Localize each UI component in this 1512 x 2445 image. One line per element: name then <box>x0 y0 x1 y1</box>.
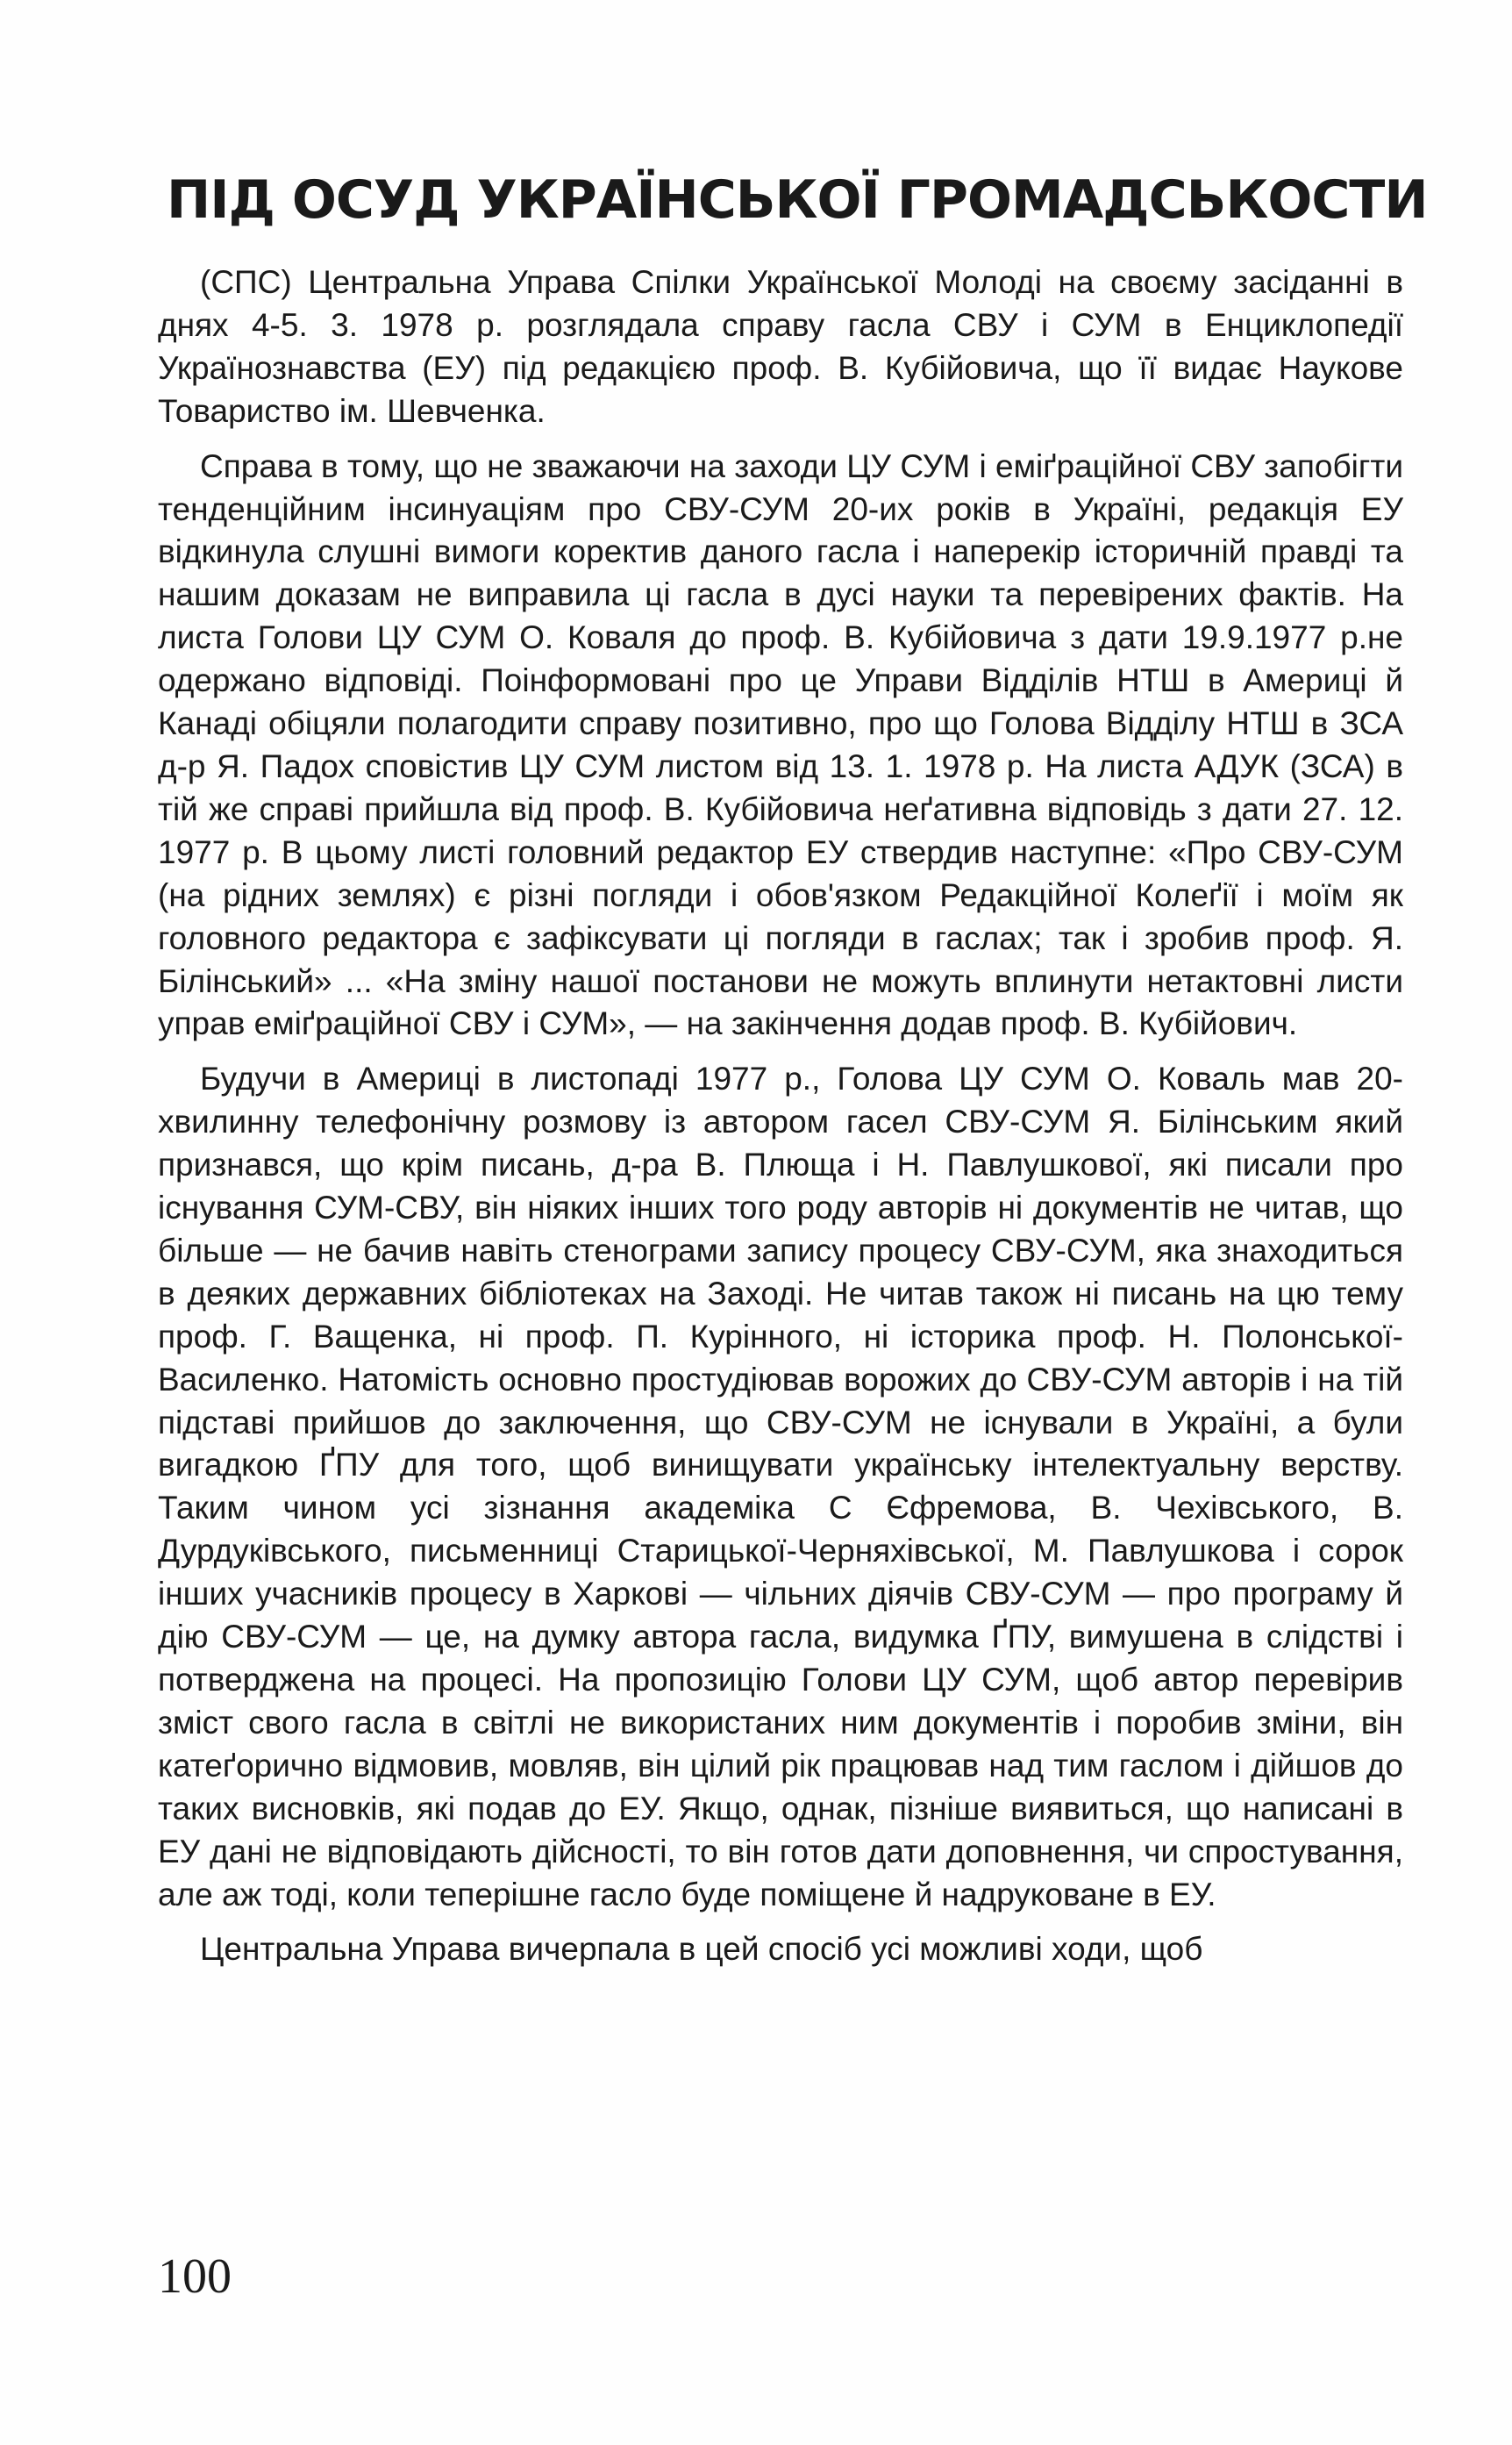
page-title: ПІД ОСУД УКРАЇНСЬКОЇ ГРОМАДСЬКОСТИ <box>167 169 1428 231</box>
page-number: 100 <box>158 2249 232 2304</box>
paragraph-conclusion: Центральна Управа вичерпала в цей спосіб усі можливі ходи, щоб <box>200 1931 1203 1968</box>
paragraph-case: Справа в тому, що не зважаючи на заходи ЦУ СУМ і еміґраційної СВУ запобігти тенденційним інсинуаціям про СВУ-СУМ 20-их років в Україні, редакція ЕУ відкинула слушні вимоги коректив даного гасла і наперекір історичній правді та нашим доказам не виправила ці гасла в дусі науки та перевірених фактів. На листа Голови ЦУ СУМ О. Коваля до проф. В. Кубійовича з дати 19.9.1977 р.не одержано відповіді. Поінформовані про це Управи Відділів НТШ в Америці й Канаді обіцяли полагодити справу позитивно, про що Голова Відділу НТШ в ЗСА д-р Я. Падох сповістив ЦУ СУМ листом від 13. 1. 1978 р. На листа АДУК (ЗСА) в тій же справі прийшла від проф. В. Кубійовича неґативна відповідь з дати 27. 12. 1977 р. В цьому листі головний редактор ЕУ ствердив наступне: «Про СВУ-СУМ (на рідних землях) є різні погляди і обов'язком Редакційної Колеґії і моїм як головного редактора є зафіксувати ці погляди в гаслах; так і зробив проф. Я. Білінський» ... «На зміну нашої постанови не можуть вплинути нетактовні листи управ еміґраційної СВУ і СУМ», — на закінчення додав проф. В. Кубійович. <box>158 447 1403 1042</box>
paragraph-conversation: Будучи в Америці в листопаді 1977 р., Голова ЦУ СУМ О. Коваль мав 20-хвилинну телефонічну розмову із автором гасел СВУ-СУМ Я. Білінським який признався, що крім писань, д-ра В. Плюща і Н. Павлушкової, які писали про існування СУМ-СВУ, він ніяких інших того роду авторів ні документів не читав, що більше — не бачив навіть стенограми запису процесу СВУ-СУМ, яка знаходиться в деяких державних бібліотеках на Заході. Не читав також ні писань на цю тему проф. Г. Ващенка, ні проф. П. Курінного, ні історика проф. Н. Полонської-Василенко. Натомість основно простудіював ворожих до СВУ-СУМ авторів і на тій підставі прийшов до заключення, що СВУ-СУМ не існували в Україні, а були вигадкою ҐПУ для того, щоб винищувати українську інтелектуальну верству. Таким чином усі зізнання академіка С Єфремова, В. Чехівського, В. Дурдуківського, письменниці Старицької-Черняхівської, М. Павлушкова і сорок інших учасників процесу в Харкові — чільних діячів СВУ-СУМ — про програму й дію СВУ-СУМ — це, на думку автора гасла, видумка ҐПУ, вимушена в слідстві і потверджена на процесі. На пропозицію Голови ЦУ СУМ, щоб автор перевірив зміст свого гасла в світлі не використаних ним документів і поробив зміни, він катеґорично відмовив, мовляв, він цілий рік працював над тим гаслом і дійшов до таких висновків, які подав до ЕУ. Якщо, однак, пізніше виявиться, що написані в ЕУ дані не відповідають дійсності, то він готов дати доповнення, чи спростування, але аж тоді, коли теперішне гасло буде поміщене й надруковане в ЕУ. <box>158 1061 1403 1912</box>
article-body <box>158 261 1403 1971</box>
paragraph-intro: (СПС) Центральна Управа Спілки Української Молоді на своєму засіданні в днях 4-5. 3. 1978 р. розглядала справу гасла СВУ і СУМ в Енциклопедії Українознавства (ЕУ) під редакцією проф. В. Кубійовича, що її видає Наукове Товариство ім. Шевченка. <box>158 264 1403 429</box>
